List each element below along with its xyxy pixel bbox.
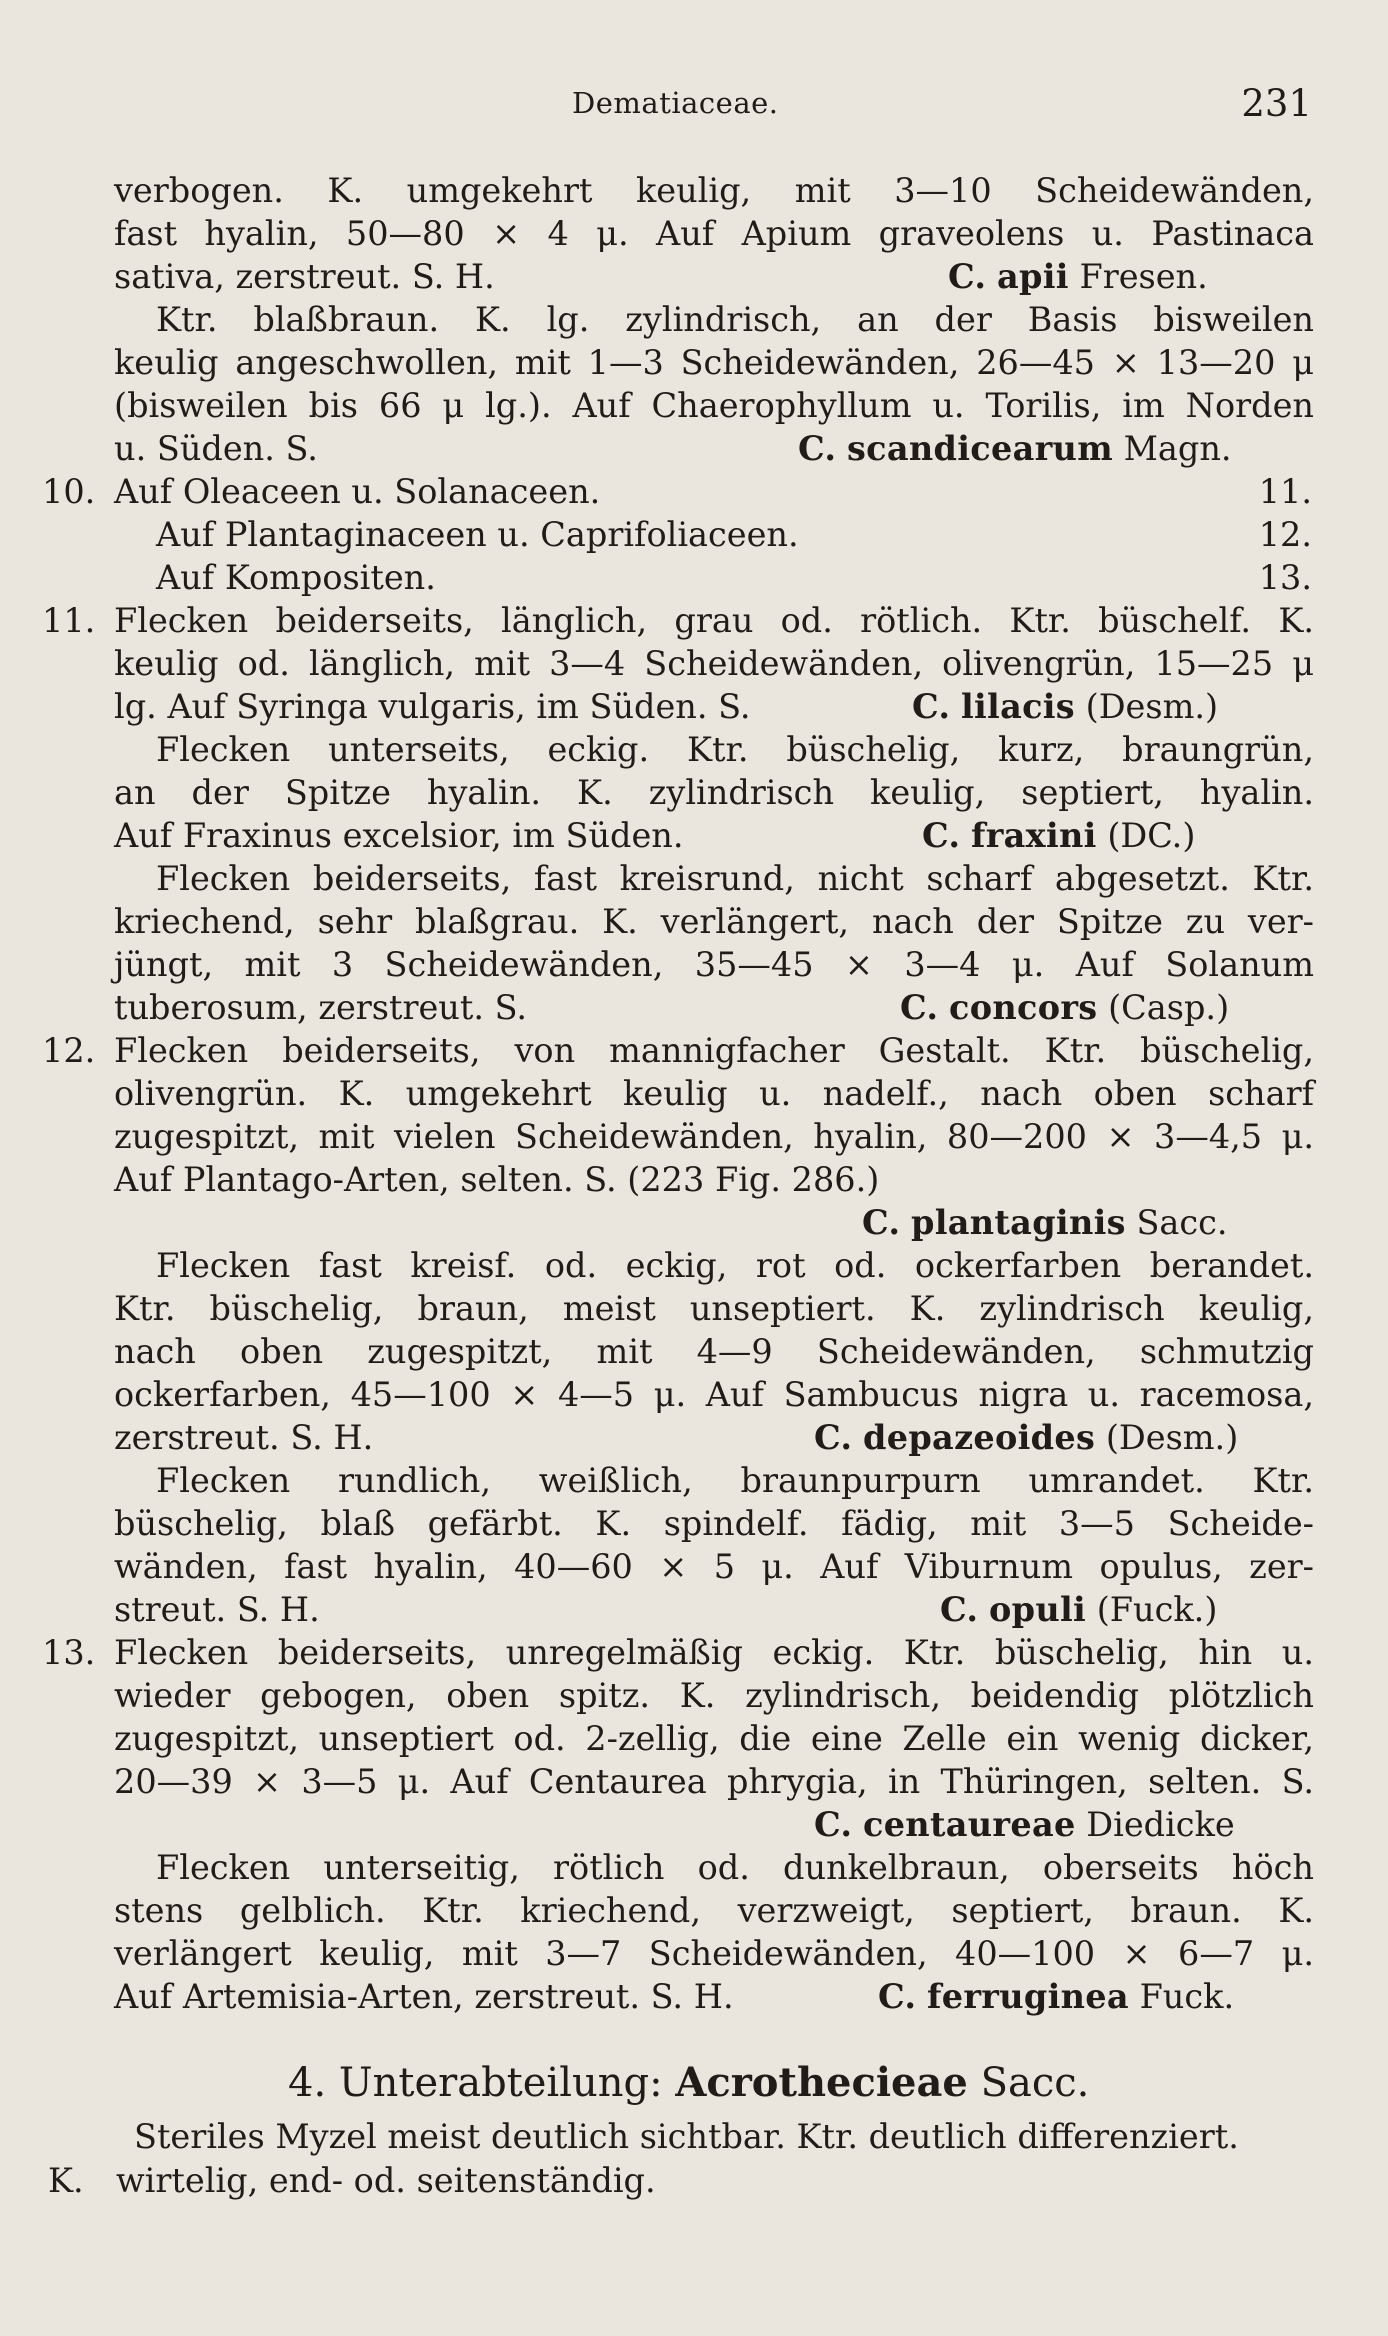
lead-reference: 11. — [1258, 472, 1312, 511]
species-author: Fresen. — [1079, 257, 1208, 296]
text-line: wänden, fast hyalin, 40—60 × 5 μ. Auf Viburnum opulus, zer- — [114, 1547, 1314, 1586]
genus-abbrev: C. — [922, 816, 961, 855]
species-name — [900, 987, 1229, 1029]
species-author: (Casp.) — [1108, 988, 1230, 1027]
genus-abbrev: C. — [862, 1203, 901, 1242]
text-line: keulig od. länglich, mit 3—4 Scheidewänden, olivengrün, 15—25 μ — [114, 644, 1314, 683]
text-line: Auf Plantaginaceen u. Caprifoliaceen. — [156, 515, 799, 554]
section-author: Sacc. — [980, 2060, 1090, 2106]
page-header — [0, 82, 1388, 130]
text-line: zerstreut. S. H. — [114, 1418, 374, 1457]
text-line: sativa, zerstreut. S. H. — [114, 257, 495, 296]
text-line: Flecken beiderseits, fast kreisrund, nicht scharf abgesetzt. Ktr. — [156, 859, 1314, 898]
text-line: kriechend, sehr blaßgrau. K. verlängert, nach der Spitze zu ver- — [114, 902, 1314, 941]
couplet-number: 13. — [42, 1633, 96, 1672]
species-name — [814, 1417, 1238, 1459]
species-author: Sacc. — [1136, 1203, 1228, 1242]
lead-reference: 12. — [1258, 515, 1312, 554]
species-epithet: ferruginea — [927, 1977, 1129, 2016]
text-line: Auf Plantago-Arten, selten. S. (223 Fig. 286.) — [114, 1160, 880, 1199]
text-line: Auf Kompositen. — [156, 558, 436, 597]
section-description-line: Steriles Myzel meist deutlich sichtbar. Ktr. deutlich differenziert. — [134, 2117, 1239, 2156]
species-author: (Fuck.) — [1096, 1590, 1218, 1629]
section-heading — [288, 2058, 1089, 2108]
species-epithet: fraxini — [971, 816, 1097, 855]
species-epithet: apii — [997, 257, 1069, 296]
text-line: stens gelblich. Ktr. kriechend, verzweigt, septiert, braun. K. — [114, 1891, 1314, 1930]
text-line: verlängert keulig, mit 3—7 Scheidewänden, 40—100 × 6—7 μ. — [114, 1934, 1314, 1973]
genus-abbrev: C. — [900, 988, 939, 1027]
text-line: Flecken unterseitig, rötlich od. dunkelbraun, oberseits höch — [156, 1848, 1314, 1887]
species-author: (Desm.) — [1085, 687, 1219, 726]
species-author: (Desm.) — [1105, 1418, 1239, 1457]
species-author: Fuck. — [1139, 1977, 1235, 2016]
section-name: Acrothecieae — [675, 2059, 968, 2106]
genus-abbrev: C. — [940, 1590, 979, 1629]
text-line: olivengrün. K. umgekehrt keulig u. nadelf., nach oben scharf — [114, 1074, 1314, 1113]
species-epithet: centaureae — [863, 1805, 1076, 1844]
species-name — [798, 428, 1232, 470]
section-description-line: wirtelig, end- od. seitenständig. — [116, 2161, 656, 2200]
species-epithet: lilacis — [961, 687, 1075, 726]
genus-abbrev: C. — [912, 687, 951, 726]
species-name — [912, 686, 1218, 728]
text-line: zugespitzt, unseptiert od. 2-zellig, die eine Zelle ein wenig dicker, — [114, 1719, 1314, 1758]
section-label: Unterabteilung: — [338, 2060, 663, 2106]
species-epithet: plantaginis — [911, 1203, 1126, 1242]
species-name — [878, 1976, 1234, 2018]
genus-abbrev: C. — [814, 1805, 853, 1844]
text-line: Flecken beiderseits, länglich, grau od. rötlich. Ktr. büschelf. K. — [114, 601, 1314, 640]
species-name — [940, 1589, 1217, 1631]
text-line: an der Spitze hyalin. K. zylindrisch keulig, septiert, hyalin. — [114, 773, 1314, 812]
text-line: Auf Fraxinus excelsior, im Süden. — [114, 816, 684, 855]
text-line: jüngt, mit 3 Scheidewänden, 35—45 × 3—4 μ. Auf Solanum — [114, 945, 1314, 984]
species-epithet: concors — [949, 988, 1098, 1027]
genus-abbrev: C. — [878, 1977, 917, 2016]
species-author: Magn. — [1123, 429, 1232, 468]
couplet-number: 11. — [42, 601, 96, 640]
species-name — [948, 256, 1208, 298]
text-line: streut. S. H. — [114, 1590, 320, 1629]
species-epithet: opuli — [989, 1590, 1087, 1629]
text-line: 20—39 × 3—5 μ. Auf Centaurea phrygia, in Thüringen, selten. S. — [114, 1762, 1314, 1801]
text-line: Flecken unterseits, eckig. Ktr. büschelig, kurz, braungrün, — [156, 730, 1314, 769]
text-line: Ktr. büschelig, braun, meist unseptiert. K. zylindrisch keulig, — [114, 1289, 1314, 1328]
lead-reference: 13. — [1258, 558, 1312, 597]
species-name — [814, 1804, 1235, 1846]
text-line: Flecken beiderseits, von mannigfacher Gestalt. Ktr. büschelig, — [114, 1031, 1314, 1070]
text-line: nach oben zugespitzt, mit 4—9 Scheidewänden, schmutzig — [114, 1332, 1314, 1371]
text-line: fast hyalin, 50—80 × 4 μ. Auf Apium graveolens u. Pastinaca — [114, 214, 1314, 253]
section-description-prefix: K. — [48, 2161, 84, 2200]
text-line: ockerfarben, 45—100 × 4—5 μ. Auf Sambucus nigra u. racemosa, — [114, 1375, 1314, 1414]
couplet-number: 12. — [42, 1031, 96, 1070]
text-line: Flecken rundlich, weißlich, braunpurpurn umrandet. Ktr. — [156, 1461, 1314, 1500]
genus-abbrev: C. — [814, 1418, 853, 1457]
text-line: u. Süden. S. — [114, 429, 318, 468]
text-line: zugespitzt, mit vielen Scheidewänden, hyalin, 80—200 × 3—4,5 μ. — [114, 1117, 1314, 1156]
species-author: (DC.) — [1107, 816, 1196, 855]
page-number: 231 — [1241, 82, 1312, 125]
text-line: tuberosum, zerstreut. S. — [114, 988, 528, 1027]
running-title: Dematiaceae. — [572, 86, 779, 120]
text-line: Ktr. blaßbraun. K. lg. zylindrisch, an der Basis bisweilen — [156, 300, 1314, 339]
species-epithet: scandicearum — [847, 429, 1113, 468]
text-line: lg. Auf Syringa vulgaris, im Süden. S. — [114, 687, 751, 726]
text-line: Auf Oleaceen u. Solanaceen. — [114, 472, 601, 511]
text-line: Auf Artemisia-Arten, zerstreut. S. H. — [114, 1977, 734, 2016]
couplet-number: 10. — [42, 472, 96, 511]
text-line: keulig angeschwollen, mit 1—3 Scheidewänden, 26—45 × 13—20 μ — [114, 343, 1314, 382]
species-epithet: depazeoides — [863, 1418, 1096, 1457]
section-number: 4. — [288, 2060, 327, 2106]
text-line: wieder gebogen, oben spitz. K. zylindrisch, beidendig plötzlich — [114, 1676, 1314, 1715]
text-line: Flecken fast kreisf. od. eckig, rot od. ockerfarben berandet. — [156, 1246, 1314, 1285]
text-line: (bisweilen bis 66 μ lg.). Auf Chaerophyllum u. Torilis, im Norden — [114, 386, 1314, 425]
species-name — [862, 1202, 1228, 1244]
species-author: Diedicke — [1086, 1805, 1235, 1844]
text-line: verbogen. K. umgekehrt keulig, mit 3—10 Scheidewänden, — [114, 171, 1314, 210]
text-line: Flecken beiderseits, unregelmäßig eckig. Ktr. büschelig, hin u. — [114, 1633, 1314, 1672]
text-line: büschelig, blaß gefärbt. K. spindelf. fädig, mit 3—5 Scheide- — [114, 1504, 1314, 1543]
genus-abbrev: C. — [798, 429, 837, 468]
species-name — [922, 815, 1195, 857]
genus-abbrev: C. — [948, 257, 987, 296]
